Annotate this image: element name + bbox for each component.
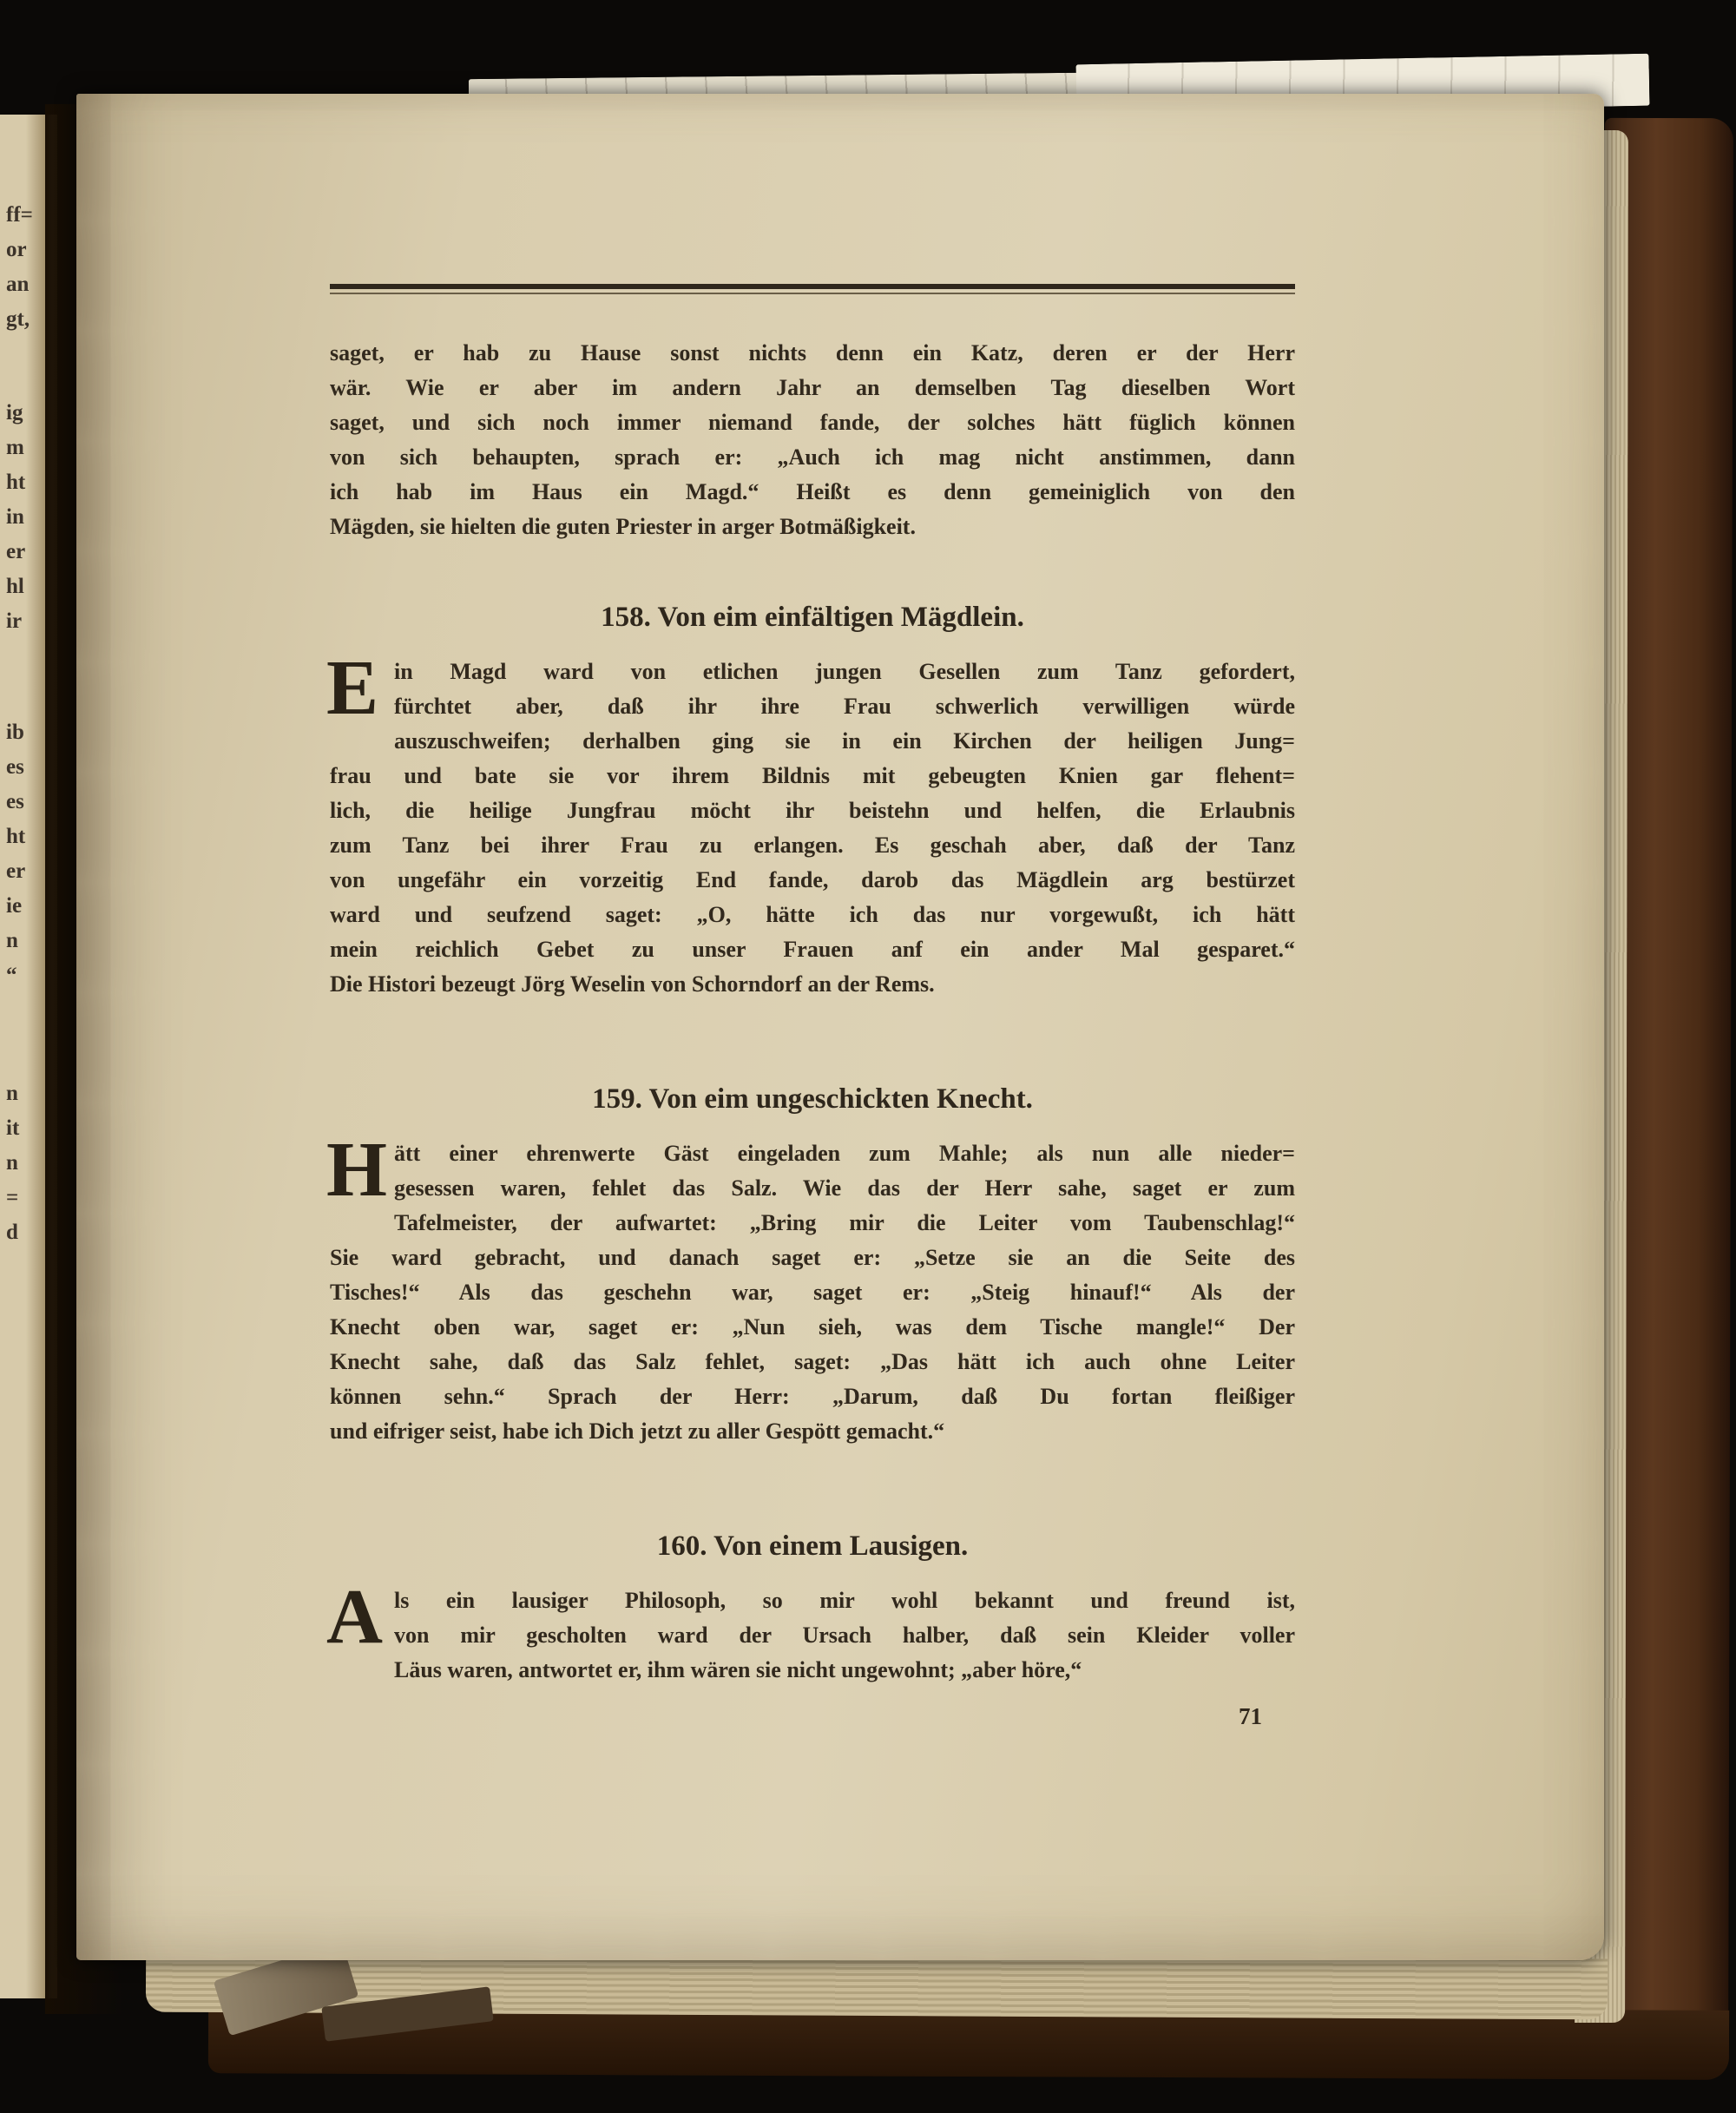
text-line: gesessen waren, fehlet das Salz. Wie das der Herr sahe, saget er zum [394, 1175, 1295, 1201]
text-line: ätt einer ehrenwerte Gäst eingeladen zum Mahle; als nun alle nieder= [394, 1141, 1295, 1166]
text-line: Läus waren, antwortet er, ihm wären sie nicht ungewohnt; „aber höre,“ [394, 1657, 1082, 1682]
text-line: können sehn.“ Sprach der Herr: „Darum, daß Du fortan fleißiger [330, 1384, 1295, 1409]
text-line: fürchtet aber, daß ihr ihre Frau schwerlich verwilligen würde [394, 694, 1295, 719]
text-line: saget, er hab zu Hause sonst nichts denn ein Katz, deren er der Herr [330, 340, 1295, 365]
horizontal-double-rule [330, 284, 1295, 289]
text-line: Tisches!“ Als das geschehn war, saget er: „Steig hinauf!“ Als der [330, 1280, 1295, 1305]
cutoff-text-fragment: n [6, 1151, 18, 1175]
cutoff-text-fragment: er [6, 540, 26, 563]
cutoff-text-fragment: er [6, 859, 26, 883]
text-line: Mägden, sie hielten die guten Priester in arger Botmäßigkeit. [330, 514, 916, 539]
text-line: von ungefähr ein vorzeitig End fande, darob das Mägdlein arg bestürzet [330, 867, 1295, 892]
cutoff-text-fragment: it [6, 1116, 20, 1140]
text-line: zum Tanz bei ihrer Frau zu erlangen. Es geschah aber, daß der Tanz [330, 833, 1295, 858]
text-line: auszuschweifen; derhalben ging sie in ein Kirchen der heiligen Jung= [394, 728, 1295, 754]
cutoff-text-fragment: hl [6, 575, 24, 598]
cutoff-text-fragment: ht [6, 471, 26, 494]
dropcap-initial: A [326, 1574, 383, 1660]
text-line: von sich behaupten, sprach er: „Auch ich mag nicht anstimmen, dann [330, 444, 1295, 470]
cutoff-text-fragment: “ [6, 964, 17, 987]
cutoff-text-fragment: m [6, 436, 24, 459]
section-paragraph-158 [326, 645, 1295, 1002]
cutoff-text-fragment: n [6, 1082, 18, 1105]
cutoff-text-fragment: ff= [6, 203, 33, 227]
page-number: 71 [1239, 1703, 1262, 1729]
cutoff-text-fragment: an [6, 273, 30, 296]
text-line: und eifriger seist, habe ich Dich jetzt zu aller Gespött gemacht.“ [330, 1419, 945, 1444]
cutoff-text-fragment: ht [6, 825, 26, 848]
text-line: mein reichlich Gebet zu unser Frauen anf ein ander Mal gesparet.“ [330, 937, 1295, 962]
cutoff-text-fragment: = [6, 1186, 19, 1209]
text-line: von mir gescholten ward der Ursach halber, daß sein Kleider voller [394, 1623, 1295, 1648]
continuation-paragraph [330, 336, 1295, 544]
section-heading-158: 158. Von eim einfältigen Mägdlein. [601, 602, 1024, 633]
cutoff-text-fragment: n [6, 929, 18, 952]
cutoff-text-fragment: es [6, 755, 24, 779]
text-line: Die Histori bezeugt Jörg Weselin von Schorndorf an der Rems. [330, 971, 935, 997]
cutoff-text-fragment: ig [6, 401, 23, 425]
cutoff-text-fragment: ib [6, 721, 24, 744]
cutoff-text-fragment: ir [6, 609, 23, 633]
dropcap-initial: E [326, 645, 379, 731]
text-line: saget, und sich noch immer niemand fande, der solches hätt füglich können [330, 410, 1295, 435]
text-line: ich hab im Haus ein Magd.“ Heißt es denn gemeiniglich von den [330, 479, 1295, 504]
section-heading-160: 160. Von einem Lausigen. [656, 1530, 969, 1562]
cutoff-text-fragment: gt, [6, 307, 30, 331]
text-line: wär. Wie er aber im andern Jahr an demselben Tag dieselben Wort [330, 375, 1295, 400]
text-line: ward und seufzend saget: „O, hätte ich das nur vorgewußt, ich hätt [330, 902, 1295, 927]
text-line: Tafelmeister, der aufwartet: „Bring mir die Leiter vom Taubenschlag!“ [394, 1210, 1295, 1235]
text-line: Knecht oben war, saget er: „Nun sieh, was dem Tische mangle!“ Der [330, 1314, 1295, 1340]
text-line: ls ein lausiger Philosoph, so mir wohl bekannt und freund ist, [394, 1588, 1295, 1613]
text-line: in Magd ward von etlichen jungen Gesellen zum Tanz gefordert, [394, 659, 1295, 684]
cutoff-text-fragment: d [6, 1221, 18, 1244]
section-paragraph-160 [326, 1574, 1295, 1688]
page-text-column [326, 284, 1295, 1730]
text-line: frau und bate sie vor ihrem Bildnis mit gebeugten Knien gar flehent= [330, 763, 1295, 788]
text-line: Sie ward gebracht, und danach saget er: „Setze sie an die Seite des [330, 1245, 1295, 1270]
book-page [76, 94, 1604, 1960]
cutoff-text-fragment: or [6, 238, 27, 261]
dropcap-initial: H [326, 1127, 388, 1213]
cutoff-text-fragment: ie [6, 894, 23, 918]
section-paragraph-159 [326, 1127, 1295, 1449]
cutoff-text-fragment: in [6, 505, 24, 529]
section-heading-159: 159. Von eim ungeschickten Knecht. [592, 1083, 1033, 1115]
cutoff-text-fragment: es [6, 790, 24, 813]
text-line: lich, die heilige Jungfrau möcht ihr beistehn und helfen, die Erlaubnis [330, 798, 1295, 823]
text-line: Knecht sahe, daß das Salz fehlet, saget: „Das hätt ich auch ohne Leiter [330, 1349, 1295, 1374]
